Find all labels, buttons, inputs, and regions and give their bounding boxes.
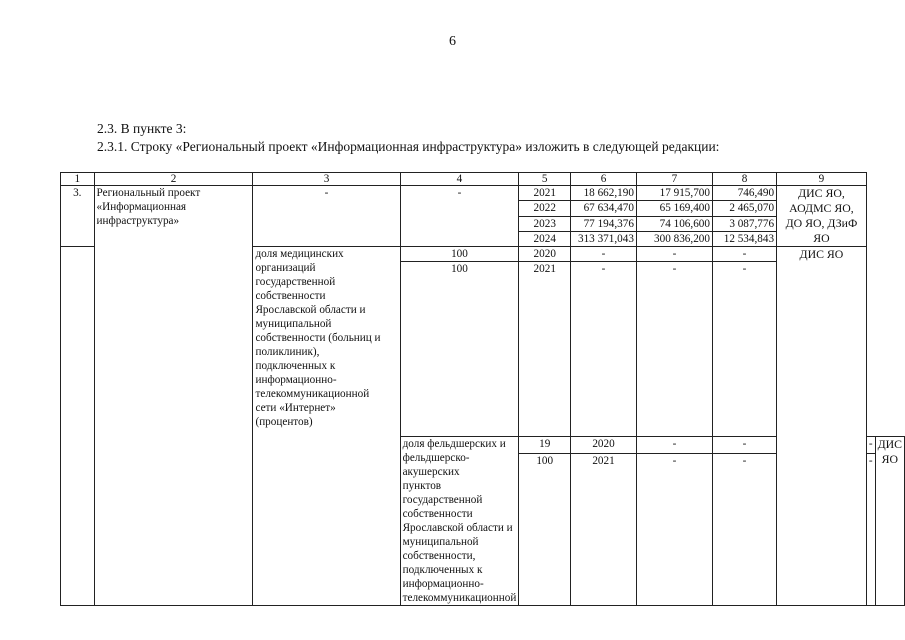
indicator-line: доля медицинских (255, 248, 344, 260)
amount-total: 313 371,043 (571, 231, 637, 246)
indicator-line: государственной (255, 276, 336, 288)
amount-regional: 3 087,776 (712, 216, 776, 231)
amount-total: - (571, 262, 637, 437)
indicator-value: 100 (400, 262, 519, 437)
amount-federal: - (712, 437, 776, 454)
year-cell: 2020 (519, 247, 571, 262)
year-cell: 2021 (519, 262, 571, 437)
amount-regional: 746,490 (712, 186, 776, 201)
indicator-line: поликлиник), (255, 346, 320, 358)
amount-regional: - (866, 437, 875, 454)
amount-total: 18 662,190 (571, 186, 637, 201)
project-value: - (400, 186, 519, 247)
indicator-line: собственности (больниц и (255, 332, 381, 344)
indicator-line: собственности (255, 290, 326, 302)
row-number: 3. (61, 186, 95, 247)
amount-federal: - (636, 247, 712, 262)
amount-regional: - (712, 262, 776, 437)
amount-total: - (636, 437, 712, 454)
executor-line: ДО ЯО, ДЗиФ (785, 216, 858, 230)
executor-line: ДИС ЯО, (798, 186, 845, 200)
amount-regional: 12 534,843 (712, 231, 776, 246)
column-number-row (61, 173, 905, 186)
indicator-line: Ярославской области и (402, 522, 513, 534)
indicator-line: собственности, (402, 550, 476, 562)
indicator-line: фельдшерско-акушерских (402, 452, 470, 478)
amount-federal: 17 915,700 (636, 186, 712, 201)
indicator-line: телекоммуникационной (402, 592, 517, 604)
column-header: 8 (712, 173, 776, 186)
amount-regional: - (866, 454, 875, 606)
amount-federal: - (636, 262, 712, 437)
indicator-line: информационно- (255, 374, 337, 386)
indicator-line: муниципальной (255, 318, 332, 330)
indicator-line: телекоммуникационной (255, 388, 370, 400)
year-cell: 2020 (571, 437, 637, 454)
project-name-line: инфраструктура» (96, 215, 180, 227)
table-row (61, 186, 905, 201)
indicator-value: 100 (400, 247, 519, 262)
year-cell: 2023 (519, 216, 571, 231)
indicator-line: пунктов государственной (402, 480, 483, 506)
executor-line: ЯО (813, 231, 830, 245)
executor-line: АОДМС ЯО, (789, 201, 854, 215)
executor-cell: ДИС ЯО (777, 247, 867, 606)
indicator-line: Ярославской области и (255, 304, 366, 316)
year-cell: 2022 (519, 201, 571, 216)
year-cell: 2021 (571, 454, 637, 606)
project-name-cell (94, 186, 253, 606)
amount-total: - (571, 247, 637, 262)
indicator-value: 100 (519, 454, 571, 606)
amount-regional: - (712, 247, 776, 262)
indicator-line: организаций (255, 262, 316, 274)
executors-cell (777, 186, 867, 247)
amount-total: 67 634,470 (571, 201, 637, 216)
column-header: 5 (519, 173, 571, 186)
indicator-line: собственности (402, 508, 473, 520)
amount-federal: 300 836,200 (636, 231, 712, 246)
amount-total: 77 194,376 (571, 216, 637, 231)
regional-project-table (60, 172, 905, 606)
indicator-name-cell (253, 247, 400, 606)
indicator-value: 19 (519, 437, 571, 454)
subsection-heading: 2.3.1. Строку «Региональный проект «Информационная инфраструктура» изложить в следующей редакции: (97, 139, 720, 154)
project-name-line: Региональный проект (96, 187, 201, 199)
section-heading: 2.3. В пункте 3: (97, 121, 187, 136)
indicator-line: доля фельдшерских и (402, 438, 506, 450)
empty-cell (61, 247, 95, 606)
project-indicator: - (253, 186, 400, 247)
executor-cell: ДИС ЯО (875, 437, 904, 606)
column-header: 3 (253, 173, 400, 186)
indicator-line: подключенных к (402, 564, 483, 576)
amount-regional: 2 465,070 (712, 201, 776, 216)
column-header: 1 (61, 173, 95, 186)
page-number: 6 (449, 34, 456, 49)
column-header: 9 (777, 173, 867, 186)
indicator-line: сети «Интернет» (255, 402, 336, 414)
amount-federal: - (712, 454, 776, 606)
amount-federal: 74 106,600 (636, 216, 712, 231)
amount-total: - (636, 454, 712, 606)
amount-federal: 65 169,400 (636, 201, 712, 216)
project-name-line: «Информационная (96, 201, 187, 213)
indicator-line: (процентов) (255, 416, 313, 428)
year-cell: 2024 (519, 231, 571, 246)
column-header: 7 (636, 173, 712, 186)
indicator-line: информационно- (402, 578, 484, 590)
indicator-line: подключенных к (255, 360, 336, 372)
column-header: 2 (94, 173, 253, 186)
column-header: 4 (400, 173, 519, 186)
column-header: 6 (571, 173, 637, 186)
year-cell: 2021 (519, 186, 571, 201)
indicator-line: муниципальной (402, 536, 479, 548)
indicator-name-cell (400, 437, 519, 606)
